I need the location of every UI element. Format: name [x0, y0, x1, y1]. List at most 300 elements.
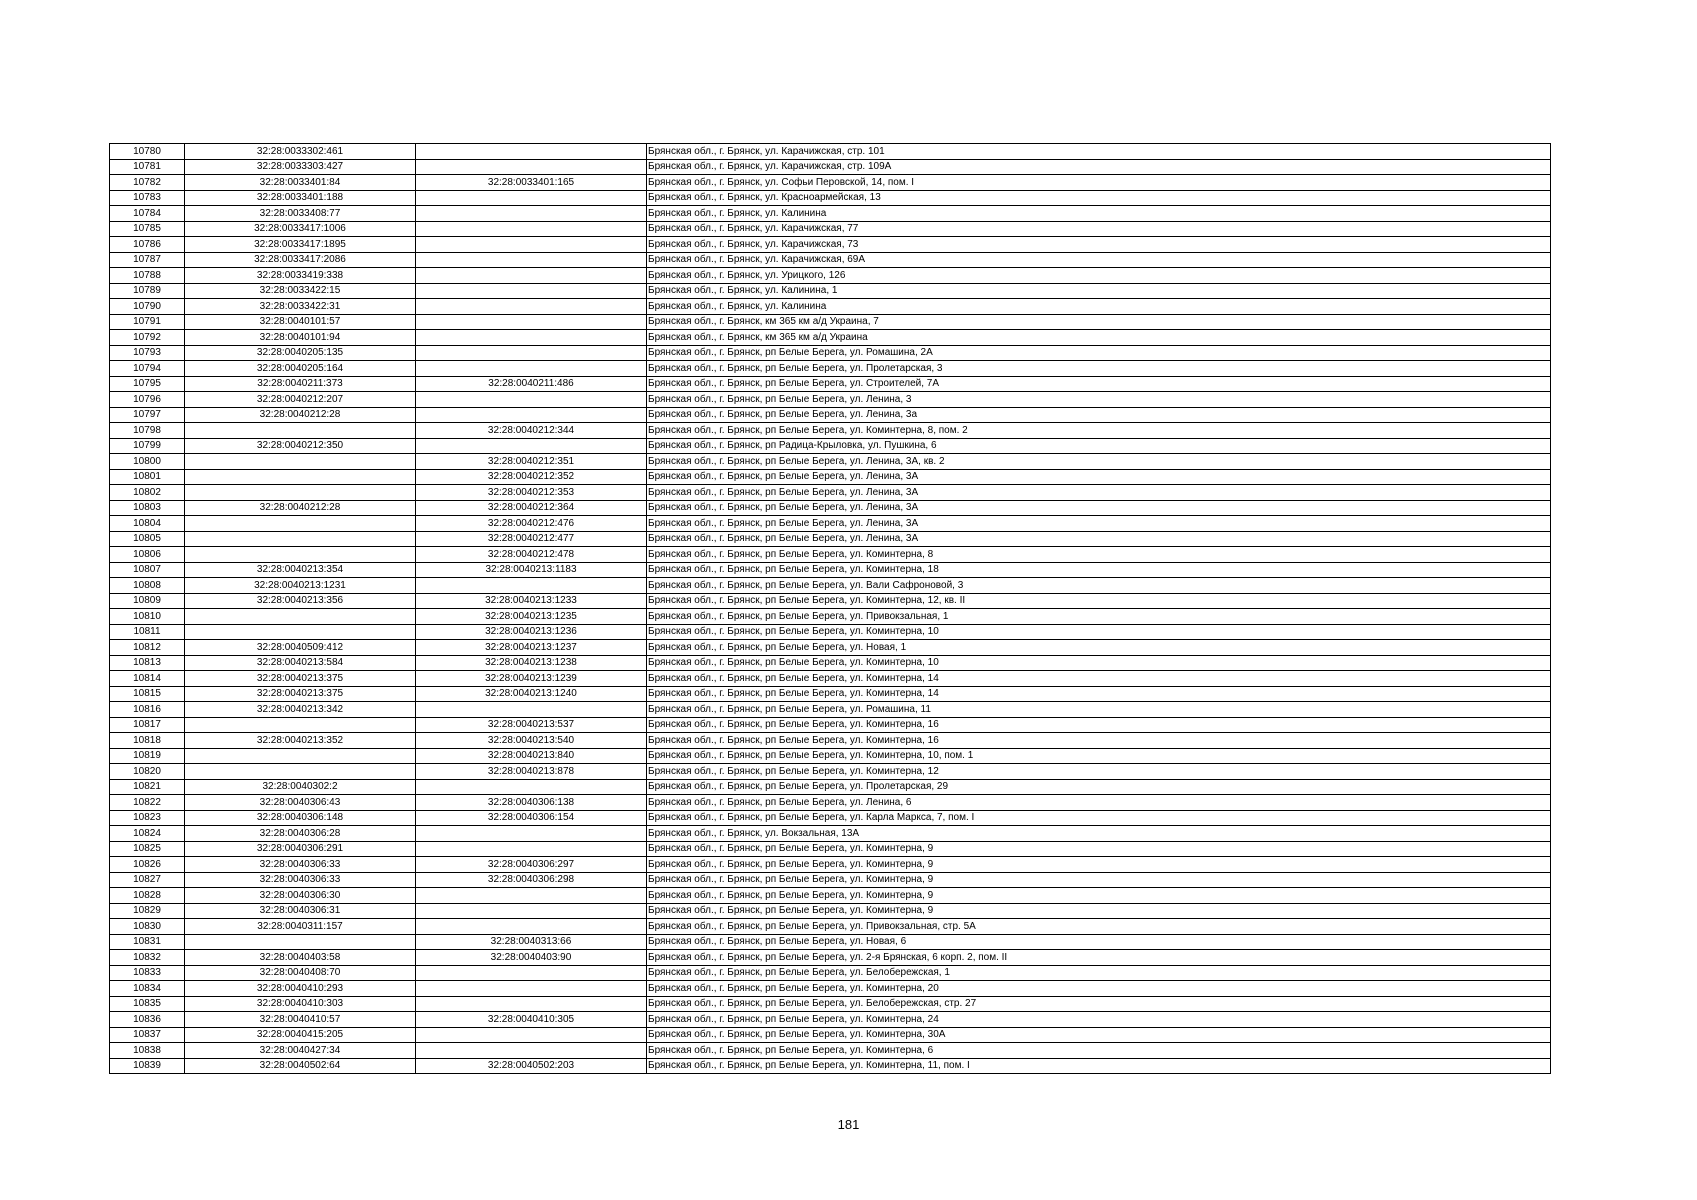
cadastral-number-cell: 32:28:0040311:157	[185, 919, 416, 935]
address-cell: Брянская обл., г. Брянск, рп Белые Берега, ул. Ленина, 3	[647, 392, 1551, 408]
row-number-cell: 10820	[110, 764, 185, 780]
cadastral-number-cell: 32:28:0040306:43	[185, 795, 416, 811]
address-cell: Брянская обл., г. Брянск, рп Белые Берега, ул. Ленина, 3А	[647, 469, 1551, 485]
address-cell: Брянская обл., г. Брянск, рп Белые Берега, ул. Коминтерна, 8	[647, 547, 1551, 563]
row-number-cell: 10813	[110, 655, 185, 671]
row-number-cell: 10816	[110, 702, 185, 718]
premises-cadastral-number-cell: 32:28:0040212:364	[416, 500, 647, 516]
table-row	[110, 299, 1551, 315]
premises-cadastral-number-cell	[416, 996, 647, 1012]
premises-cadastral-number-cell	[416, 330, 647, 346]
premises-cadastral-number-cell	[416, 841, 647, 857]
row-number-cell: 10808	[110, 578, 185, 594]
cadastral-number-cell: 32:28:0033401:84	[185, 175, 416, 191]
cadastral-number-cell: 32:28:0040213:1231	[185, 578, 416, 594]
address-cell: Брянская обл., г. Брянск, ул. Вокзальная, 13А	[647, 826, 1551, 842]
cadastral-number-cell: 32:28:0040509:412	[185, 640, 416, 656]
address-cell: Брянская обл., г. Брянск, рп Белые Берега, ул. Ленина, 3А, кв. 2	[647, 454, 1551, 470]
cadastral-number-cell: 32:28:0040213:354	[185, 562, 416, 578]
cadastral-number-cell	[185, 717, 416, 733]
table-row	[110, 516, 1551, 532]
row-number-cell: 10791	[110, 314, 185, 330]
premises-cadastral-number-cell: 32:28:0040502:203	[416, 1058, 647, 1074]
row-number-cell: 10819	[110, 748, 185, 764]
table-row	[110, 903, 1551, 919]
premises-cadastral-number-cell	[416, 268, 647, 284]
address-cell: Брянская обл., г. Брянск, рп Белые Берега, ул. Коминтерна, 14	[647, 671, 1551, 687]
address-cell: Брянская обл., г. Брянск, рп Белые Берега, ул. Коминтерна, 9	[647, 903, 1551, 919]
address-cell: Брянская обл., г. Брянск, км 365 км а/д Украина	[647, 330, 1551, 346]
cadastral-number-cell: 32:28:0033302:461	[185, 144, 416, 160]
address-cell: Брянская обл., г. Брянск, рп Белые Берега, ул. Коминтерна, 16	[647, 717, 1551, 733]
row-number-cell: 10805	[110, 531, 185, 547]
row-number-cell: 10782	[110, 175, 185, 191]
table-row	[110, 981, 1551, 997]
address-cell: Брянская обл., г. Брянск, рп Белые Берега, ул. Ленина, 3А	[647, 500, 1551, 516]
cadastral-number-cell	[185, 531, 416, 547]
address-cell: Брянская обл., г. Брянск, рп Белые Берега, ул. Ленина, 6	[647, 795, 1551, 811]
premises-cadastral-number-cell: 32:28:0040213:1237	[416, 640, 647, 656]
address-cell: Брянская обл., г. Брянск, ул. Карачижская, стр. 101	[647, 144, 1551, 160]
row-number-cell: 10825	[110, 841, 185, 857]
row-number-cell: 10823	[110, 810, 185, 826]
address-cell: Брянская обл., г. Брянск, рп Белые Берега, ул. Коминтерна, 9	[647, 888, 1551, 904]
row-number-cell: 10824	[110, 826, 185, 842]
registry-table-container	[109, 143, 1550, 1074]
cadastral-number-cell	[185, 934, 416, 950]
table-row	[110, 314, 1551, 330]
premises-cadastral-number-cell: 32:28:0040212:477	[416, 531, 647, 547]
table-row	[110, 950, 1551, 966]
table-row	[110, 562, 1551, 578]
address-cell: Брянская обл., г. Брянск, рп Белые Берега, ул. Коминтерна, 20	[647, 981, 1551, 997]
row-number-cell: 10804	[110, 516, 185, 532]
address-cell: Брянская обл., г. Брянск, рп Белые Берега, ул. Белобережская, 1	[647, 965, 1551, 981]
row-number-cell: 10828	[110, 888, 185, 904]
address-cell: Брянская обл., г. Брянск, рп Белые Берега, ул. Коминтерна, 9	[647, 841, 1551, 857]
row-number-cell: 10815	[110, 686, 185, 702]
address-cell: Брянская обл., г. Брянск, ул. Карачижская, 73	[647, 237, 1551, 253]
row-number-cell: 10790	[110, 299, 185, 315]
premises-cadastral-number-cell: 32:28:0040212:352	[416, 469, 647, 485]
row-number-cell: 10784	[110, 206, 185, 222]
table-row	[110, 547, 1551, 563]
address-cell: Брянская обл., г. Брянск, рп Белые Берега, ул. Пролетарская, 29	[647, 779, 1551, 795]
table-row	[110, 826, 1551, 842]
premises-cadastral-number-cell	[416, 237, 647, 253]
cadastral-number-cell: 32:28:0040101:57	[185, 314, 416, 330]
table-row	[110, 872, 1551, 888]
row-number-cell: 10839	[110, 1058, 185, 1074]
row-number-cell: 10803	[110, 500, 185, 516]
row-number-cell: 10783	[110, 190, 185, 206]
row-number-cell: 10814	[110, 671, 185, 687]
address-cell: Брянская обл., г. Брянск, рп Белые Берега, ул. Коминтерна, 18	[647, 562, 1551, 578]
address-cell: Брянская обл., г. Брянск, ул. Калинина	[647, 206, 1551, 222]
address-cell: Брянская обл., г. Брянск, рп Белые Берега, ул. Коминтерна, 16	[647, 733, 1551, 749]
row-number-cell: 10830	[110, 919, 185, 935]
row-number-cell: 10780	[110, 144, 185, 160]
row-number-cell: 10789	[110, 283, 185, 299]
address-cell: Брянская обл., г. Брянск, рп Белые Берега, ул. Белобережская, стр. 27	[647, 996, 1551, 1012]
address-cell: Брянская обл., г. Брянск, рп Белые Берега, ул. 2-я Брянская, 6 корп. 2, пом. II	[647, 950, 1551, 966]
row-number-cell: 10829	[110, 903, 185, 919]
row-number-cell: 10835	[110, 996, 185, 1012]
cadastral-number-cell	[185, 454, 416, 470]
row-number-cell: 10831	[110, 934, 185, 950]
cadastral-number-cell: 32:28:0033303:427	[185, 159, 416, 175]
premises-cadastral-number-cell	[416, 1027, 647, 1043]
row-number-cell: 10811	[110, 624, 185, 640]
cadastral-number-cell: 32:28:0040427:34	[185, 1043, 416, 1059]
premises-cadastral-number-cell	[416, 702, 647, 718]
address-cell: Брянская обл., г. Брянск, ул. Калинина	[647, 299, 1551, 315]
address-cell: Брянская обл., г. Брянск, рп Белые Берега, ул. Карла Маркса, 7, пом. I	[647, 810, 1551, 826]
premises-cadastral-number-cell: 32:28:0040212:351	[416, 454, 647, 470]
premises-cadastral-number-cell: 32:28:0040403:90	[416, 950, 647, 966]
premises-cadastral-number-cell	[416, 578, 647, 594]
address-cell: Брянская обл., г. Брянск, рп Белые Берега, ул. Ленина, 3А	[647, 485, 1551, 501]
table-row	[110, 175, 1551, 191]
cadastral-number-cell: 32:28:0040306:28	[185, 826, 416, 842]
premises-cadastral-number-cell	[416, 221, 647, 237]
premises-cadastral-number-cell: 32:28:0033401:165	[416, 175, 647, 191]
cadastral-number-cell: 32:28:0040211:373	[185, 376, 416, 392]
cadastral-number-cell	[185, 516, 416, 532]
address-cell: Брянская обл., г. Брянск, рп Белые Берега, ул. Новая, 6	[647, 934, 1551, 950]
cadastral-number-cell: 32:28:0040205:135	[185, 345, 416, 361]
premises-cadastral-number-cell: 32:28:0040213:537	[416, 717, 647, 733]
premises-cadastral-number-cell: 32:28:0040212:353	[416, 485, 647, 501]
address-cell: Брянская обл., г. Брянск, ул. Софьи Перовской, 14, пом. I	[647, 175, 1551, 191]
table-row	[110, 965, 1551, 981]
cadastral-number-cell: 32:28:0033408:77	[185, 206, 416, 222]
table-row	[110, 919, 1551, 935]
row-number-cell: 10787	[110, 252, 185, 268]
address-cell: Брянская обл., г. Брянск, рп Белые Берега, ул. Коминтерна, 11, пом. I	[647, 1058, 1551, 1074]
cadastral-number-cell	[185, 748, 416, 764]
row-number-cell: 10834	[110, 981, 185, 997]
cadastral-number-cell: 32:28:0040306:291	[185, 841, 416, 857]
cadastral-number-cell	[185, 423, 416, 439]
cadastral-number-cell: 32:28:0040410:303	[185, 996, 416, 1012]
premises-cadastral-number-cell	[416, 361, 647, 377]
cadastral-number-cell: 32:28:0040306:33	[185, 857, 416, 873]
row-number-cell: 10827	[110, 872, 185, 888]
address-cell: Брянская обл., г. Брянск, рп Белые Берега, ул. Ленина, 3А	[647, 531, 1551, 547]
row-number-cell: 10795	[110, 376, 185, 392]
premises-cadastral-number-cell	[416, 965, 647, 981]
row-number-cell: 10799	[110, 438, 185, 454]
address-cell: Брянская обл., г. Брянск, рп Белые Берега, ул. Коминтерна, 8, пом. 2	[647, 423, 1551, 439]
cadastral-number-cell: 32:28:0040213:375	[185, 671, 416, 687]
address-cell: Брянская обл., г. Брянск, рп Белые Берега, ул. Привокзальная, 1	[647, 609, 1551, 625]
table-row	[110, 609, 1551, 625]
row-number-cell: 10821	[110, 779, 185, 795]
premises-cadastral-number-cell: 32:28:0040212:344	[416, 423, 647, 439]
address-cell: Брянская обл., г. Брянск, ул. Урицкого, 126	[647, 268, 1551, 284]
row-number-cell: 10822	[110, 795, 185, 811]
table-row	[110, 500, 1551, 516]
table-row	[110, 593, 1551, 609]
row-number-cell: 10785	[110, 221, 185, 237]
address-cell: Брянская обл., г. Брянск, рп Белые Берега, ул. Пролетарская, 3	[647, 361, 1551, 377]
table-row	[110, 764, 1551, 780]
table-row	[110, 330, 1551, 346]
premises-cadastral-number-cell	[416, 392, 647, 408]
premises-cadastral-number-cell: 32:28:0040213:1238	[416, 655, 647, 671]
address-cell: Брянская обл., г. Брянск, рп Белые Берега, ул. Коминтерна, 12, кв. II	[647, 593, 1551, 609]
cadastral-number-cell: 32:28:0040410:57	[185, 1012, 416, 1028]
premises-cadastral-number-cell: 32:28:0040410:305	[416, 1012, 647, 1028]
row-number-cell: 10809	[110, 593, 185, 609]
cadastral-number-cell: 32:28:0040306:33	[185, 872, 416, 888]
address-cell: Брянская обл., г. Брянск, рп Белые Берега, ул. Строителей, 7А	[647, 376, 1551, 392]
premises-cadastral-number-cell: 32:28:0040213:840	[416, 748, 647, 764]
cadastral-number-cell: 32:28:0040306:148	[185, 810, 416, 826]
premises-cadastral-number-cell: 32:28:0040213:1236	[416, 624, 647, 640]
table-row	[110, 717, 1551, 733]
cadastral-number-cell: 32:28:0040212:207	[185, 392, 416, 408]
table-row	[110, 888, 1551, 904]
cadastral-number-cell: 32:28:0033401:188	[185, 190, 416, 206]
cadastral-number-cell: 32:28:0040410:293	[185, 981, 416, 997]
table-row	[110, 361, 1551, 377]
table-row	[110, 407, 1551, 423]
row-number-cell: 10801	[110, 469, 185, 485]
cadastral-number-cell	[185, 764, 416, 780]
premises-cadastral-number-cell	[416, 826, 647, 842]
cadastral-number-cell: 32:28:0040213:375	[185, 686, 416, 702]
table-row	[110, 283, 1551, 299]
premises-cadastral-number-cell: 32:28:0040306:298	[416, 872, 647, 888]
cadastral-number-cell: 32:28:0040403:58	[185, 950, 416, 966]
address-cell: Брянская обл., г. Брянск, рп Белые Берега, ул. Коминтерна, 10	[647, 655, 1551, 671]
cadastral-number-cell: 32:28:0040213:352	[185, 733, 416, 749]
address-cell: Брянская обл., г. Брянск, рп Белые Берега, ул. Коминтерна, 6	[647, 1043, 1551, 1059]
premises-cadastral-number-cell: 32:28:0040212:478	[416, 547, 647, 563]
premises-cadastral-number-cell	[416, 345, 647, 361]
address-cell: Брянская обл., г. Брянск, ул. Карачижская, 69А	[647, 252, 1551, 268]
row-number-cell: 10798	[110, 423, 185, 439]
premises-cadastral-number-cell	[416, 438, 647, 454]
cadastral-number-cell: 32:28:0040302:2	[185, 779, 416, 795]
premises-cadastral-number-cell	[416, 981, 647, 997]
address-cell: Брянская обл., г. Брянск, рп Белые Берега, ул. Коминтерна, 24	[647, 1012, 1551, 1028]
premises-cadastral-number-cell	[416, 159, 647, 175]
address-cell: Брянская обл., г. Брянск, ул. Калинина, 1	[647, 283, 1551, 299]
premises-cadastral-number-cell	[416, 407, 647, 423]
premises-cadastral-number-cell	[416, 919, 647, 935]
table-row	[110, 1043, 1551, 1059]
premises-cadastral-number-cell: 32:28:0040213:1240	[416, 686, 647, 702]
cadastral-number-cell: 32:28:0033417:1006	[185, 221, 416, 237]
table-row	[110, 748, 1551, 764]
premises-cadastral-number-cell	[416, 314, 647, 330]
premises-cadastral-number-cell: 32:28:0040213:1183	[416, 562, 647, 578]
table-row	[110, 702, 1551, 718]
table-row	[110, 996, 1551, 1012]
row-number-cell: 10807	[110, 562, 185, 578]
row-number-cell: 10838	[110, 1043, 185, 1059]
table-row	[110, 640, 1551, 656]
row-number-cell: 10818	[110, 733, 185, 749]
premises-cadastral-number-cell: 32:28:0040211:486	[416, 376, 647, 392]
row-number-cell: 10833	[110, 965, 185, 981]
row-number-cell: 10812	[110, 640, 185, 656]
address-cell: Брянская обл., г. Брянск, ул. Красноармейская, 13	[647, 190, 1551, 206]
row-number-cell: 10796	[110, 392, 185, 408]
row-number-cell: 10836	[110, 1012, 185, 1028]
address-cell: Брянская обл., г. Брянск, рп Белые Берега, ул. Коминтерна, 9	[647, 857, 1551, 873]
page-number: 181	[837, 1117, 860, 1132]
cadastral-number-cell	[185, 485, 416, 501]
table-row	[110, 795, 1551, 811]
table-row	[110, 578, 1551, 594]
premises-cadastral-number-cell	[416, 903, 647, 919]
premises-cadastral-number-cell	[416, 190, 647, 206]
address-cell: Брянская обл., г. Брянск, ул. Карачижская, стр. 109А	[647, 159, 1551, 175]
cadastral-number-cell: 32:28:0033417:1895	[185, 237, 416, 253]
premises-cadastral-number-cell: 32:28:0040306:297	[416, 857, 647, 873]
address-cell: Брянская обл., г. Брянск, км 365 км а/д Украина, 7	[647, 314, 1551, 330]
premises-cadastral-number-cell: 32:28:0040212:476	[416, 516, 647, 532]
premises-cadastral-number-cell: 32:28:0040213:1233	[416, 593, 647, 609]
address-cell: Брянская обл., г. Брянск, рп Белые Берега, ул. Коминтерна, 9	[647, 872, 1551, 888]
address-cell: Брянская обл., г. Брянск, рп Белые Берега, ул. Коминтерна, 12	[647, 764, 1551, 780]
row-number-cell: 10794	[110, 361, 185, 377]
table-row	[110, 686, 1551, 702]
row-number-cell: 10802	[110, 485, 185, 501]
table-row	[110, 469, 1551, 485]
row-number-cell: 10797	[110, 407, 185, 423]
cadastral-number-cell	[185, 624, 416, 640]
cadastral-number-cell: 32:28:0033422:31	[185, 299, 416, 315]
row-number-cell: 10792	[110, 330, 185, 346]
table-row	[110, 206, 1551, 222]
table-row	[110, 159, 1551, 175]
table-row	[110, 144, 1551, 160]
table-row	[110, 857, 1551, 873]
table-row	[110, 237, 1551, 253]
premises-cadastral-number-cell	[416, 206, 647, 222]
cadastral-number-cell: 32:28:0040212:28	[185, 407, 416, 423]
premises-cadastral-number-cell	[416, 779, 647, 795]
premises-cadastral-number-cell	[416, 252, 647, 268]
table-row	[110, 1058, 1551, 1074]
premises-cadastral-number-cell: 32:28:0040306:154	[416, 810, 647, 826]
cadastral-number-cell: 32:28:0040213:342	[185, 702, 416, 718]
cadastral-number-cell: 32:28:0040101:94	[185, 330, 416, 346]
premises-cadastral-number-cell: 32:28:0040213:540	[416, 733, 647, 749]
row-number-cell: 10786	[110, 237, 185, 253]
cadastral-number-cell: 32:28:0040306:30	[185, 888, 416, 904]
premises-cadastral-number-cell: 32:28:0040213:1235	[416, 609, 647, 625]
cadastral-number-cell: 32:28:0040502:64	[185, 1058, 416, 1074]
row-number-cell: 10788	[110, 268, 185, 284]
cadastral-number-cell: 32:28:0040213:584	[185, 655, 416, 671]
cadastral-number-cell: 32:28:0040415:205	[185, 1027, 416, 1043]
row-number-cell: 10832	[110, 950, 185, 966]
cadastral-number-cell: 32:28:0040408:70	[185, 965, 416, 981]
cadastral-number-cell: 32:28:0033419:338	[185, 268, 416, 284]
address-cell: Брянская обл., г. Брянск, рп Белые Берега, ул. Вали Сафроновой, 3	[647, 578, 1551, 594]
registry-table	[109, 143, 1551, 1074]
address-cell: Брянская обл., г. Брянск, ул. Карачижская, 77	[647, 221, 1551, 237]
cadastral-number-cell: 32:28:0040205:164	[185, 361, 416, 377]
address-cell: Брянская обл., г. Брянск, рп Белые Берега, ул. Привокзальная, стр. 5А	[647, 919, 1551, 935]
address-cell: Брянская обл., г. Брянск, рп Белые Берега, ул. Новая, 1	[647, 640, 1551, 656]
cadastral-number-cell: 32:28:0040212:350	[185, 438, 416, 454]
row-number-cell: 10806	[110, 547, 185, 563]
table-row	[110, 345, 1551, 361]
address-cell: Брянская обл., г. Брянск, рп Белые Берега, ул. Коминтерна, 30А	[647, 1027, 1551, 1043]
cadastral-number-cell	[185, 547, 416, 563]
table-row	[110, 655, 1551, 671]
premises-cadastral-number-cell: 32:28:0040306:138	[416, 795, 647, 811]
table-row	[110, 392, 1551, 408]
row-number-cell: 10826	[110, 857, 185, 873]
table-row	[110, 810, 1551, 826]
cadastral-number-cell: 32:28:0033417:2086	[185, 252, 416, 268]
table-row	[110, 268, 1551, 284]
premises-cadastral-number-cell	[416, 888, 647, 904]
table-row	[110, 438, 1551, 454]
table-row	[110, 252, 1551, 268]
address-cell: Брянская обл., г. Брянск, рп Белые Берега, ул. Ромашина, 11	[647, 702, 1551, 718]
row-number-cell: 10781	[110, 159, 185, 175]
table-row	[110, 485, 1551, 501]
address-cell: Брянская обл., г. Брянск, рп Белые Берега, ул. Коминтерна, 14	[647, 686, 1551, 702]
address-cell: Брянская обл., г. Брянск, рп Белые Берега, ул. Ленина, 3а	[647, 407, 1551, 423]
premises-cadastral-number-cell	[416, 1043, 647, 1059]
table-row	[110, 190, 1551, 206]
table-row	[110, 671, 1551, 687]
cadastral-number-cell: 32:28:0040306:31	[185, 903, 416, 919]
row-number-cell: 10817	[110, 717, 185, 733]
registry-table-body	[110, 144, 1551, 1074]
premises-cadastral-number-cell: 32:28:0040213:878	[416, 764, 647, 780]
table-row	[110, 841, 1551, 857]
address-cell: Брянская обл., г. Брянск, рп Белые Берега, ул. Коминтерна, 10	[647, 624, 1551, 640]
cadastral-number-cell: 32:28:0040213:356	[185, 593, 416, 609]
premises-cadastral-number-cell	[416, 299, 647, 315]
address-cell: Брянская обл., г. Брянск, рп Белые Берега, ул. Коминтерна, 10, пом. 1	[647, 748, 1551, 764]
premises-cadastral-number-cell: 32:28:0040213:1239	[416, 671, 647, 687]
address-cell: Брянская обл., г. Брянск, рп Радица-Крыловка, ул. Пушкина, 6	[647, 438, 1551, 454]
cadastral-number-cell: 32:28:0040212:28	[185, 500, 416, 516]
premises-cadastral-number-cell: 32:28:0040313:66	[416, 934, 647, 950]
cadastral-number-cell	[185, 469, 416, 485]
table-row	[110, 733, 1551, 749]
table-row	[110, 934, 1551, 950]
row-number-cell: 10793	[110, 345, 185, 361]
table-row	[110, 454, 1551, 470]
table-row	[110, 423, 1551, 439]
row-number-cell: 10837	[110, 1027, 185, 1043]
premises-cadastral-number-cell	[416, 283, 647, 299]
table-row	[110, 1012, 1551, 1028]
table-row	[110, 221, 1551, 237]
row-number-cell: 10800	[110, 454, 185, 470]
table-row	[110, 376, 1551, 392]
cadastral-number-cell	[185, 609, 416, 625]
table-row	[110, 779, 1551, 795]
address-cell: Брянская обл., г. Брянск, рп Белые Берега, ул. Ленина, 3А	[647, 516, 1551, 532]
table-row	[110, 531, 1551, 547]
row-number-cell: 10810	[110, 609, 185, 625]
table-row	[110, 624, 1551, 640]
